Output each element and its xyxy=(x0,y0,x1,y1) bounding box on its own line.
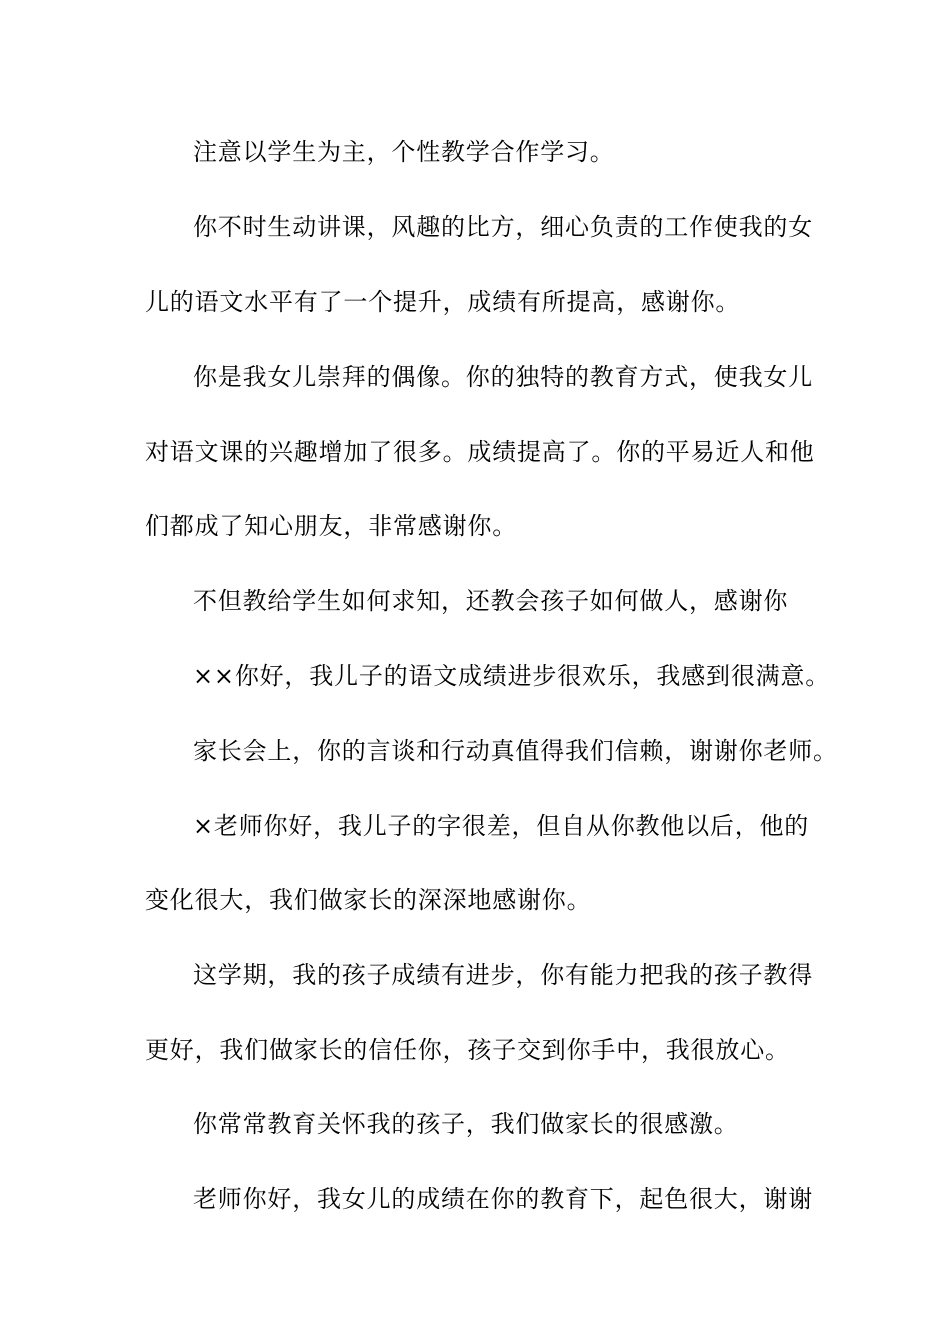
text-line: 不但教给学生如何求知，还教会孩子如何做人，感谢你 xyxy=(193,587,789,615)
text-line: 变化很大，我们做家长的深深地感谢你。 xyxy=(145,886,592,914)
text-line: 你是我女儿崇拜的偶像。你的独特的教育方式，使我女儿 xyxy=(193,363,813,391)
text-line: 注意以学生为主，个性教学合作学习。 xyxy=(193,138,615,166)
text-line: 老师你好，我女儿的成绩在你的教育下，起色很大，谢谢 xyxy=(193,1185,813,1213)
text-line: 更好，我们做家长的信任你，孩子交到你手中，我很放心。 xyxy=(145,1036,790,1064)
text-line: 你常常教育关怀我的孩子，我们做家长的很感激。 xyxy=(193,1110,739,1138)
text-line: 你不时生动讲课，风趣的比方，细心负责的工作使我的女 xyxy=(193,213,813,241)
text-line: ×老师你好，我儿子的字很差，但自从你教他以后，他的 xyxy=(193,812,810,840)
text-line: 儿的语文水平有了一个提升，成绩有所提高，感谢你。 xyxy=(145,288,741,316)
text-line: ××你好，我儿子的语文成绩进步很欢乐，我感到很满意。 xyxy=(193,662,831,690)
text-line: 对语文课的兴趣增加了很多。成绩提高了。你的平易近人和他 xyxy=(145,438,815,466)
text-line: 们都成了知心朋友，非常感谢你。 xyxy=(145,512,517,540)
text-line: 家长会上，你的言谈和行动真值得我们信赖，谢谢你老师。 xyxy=(193,737,838,765)
text-line: 这学期，我的孩子成绩有进步，你有能力把我的孩子教得 xyxy=(193,961,813,989)
